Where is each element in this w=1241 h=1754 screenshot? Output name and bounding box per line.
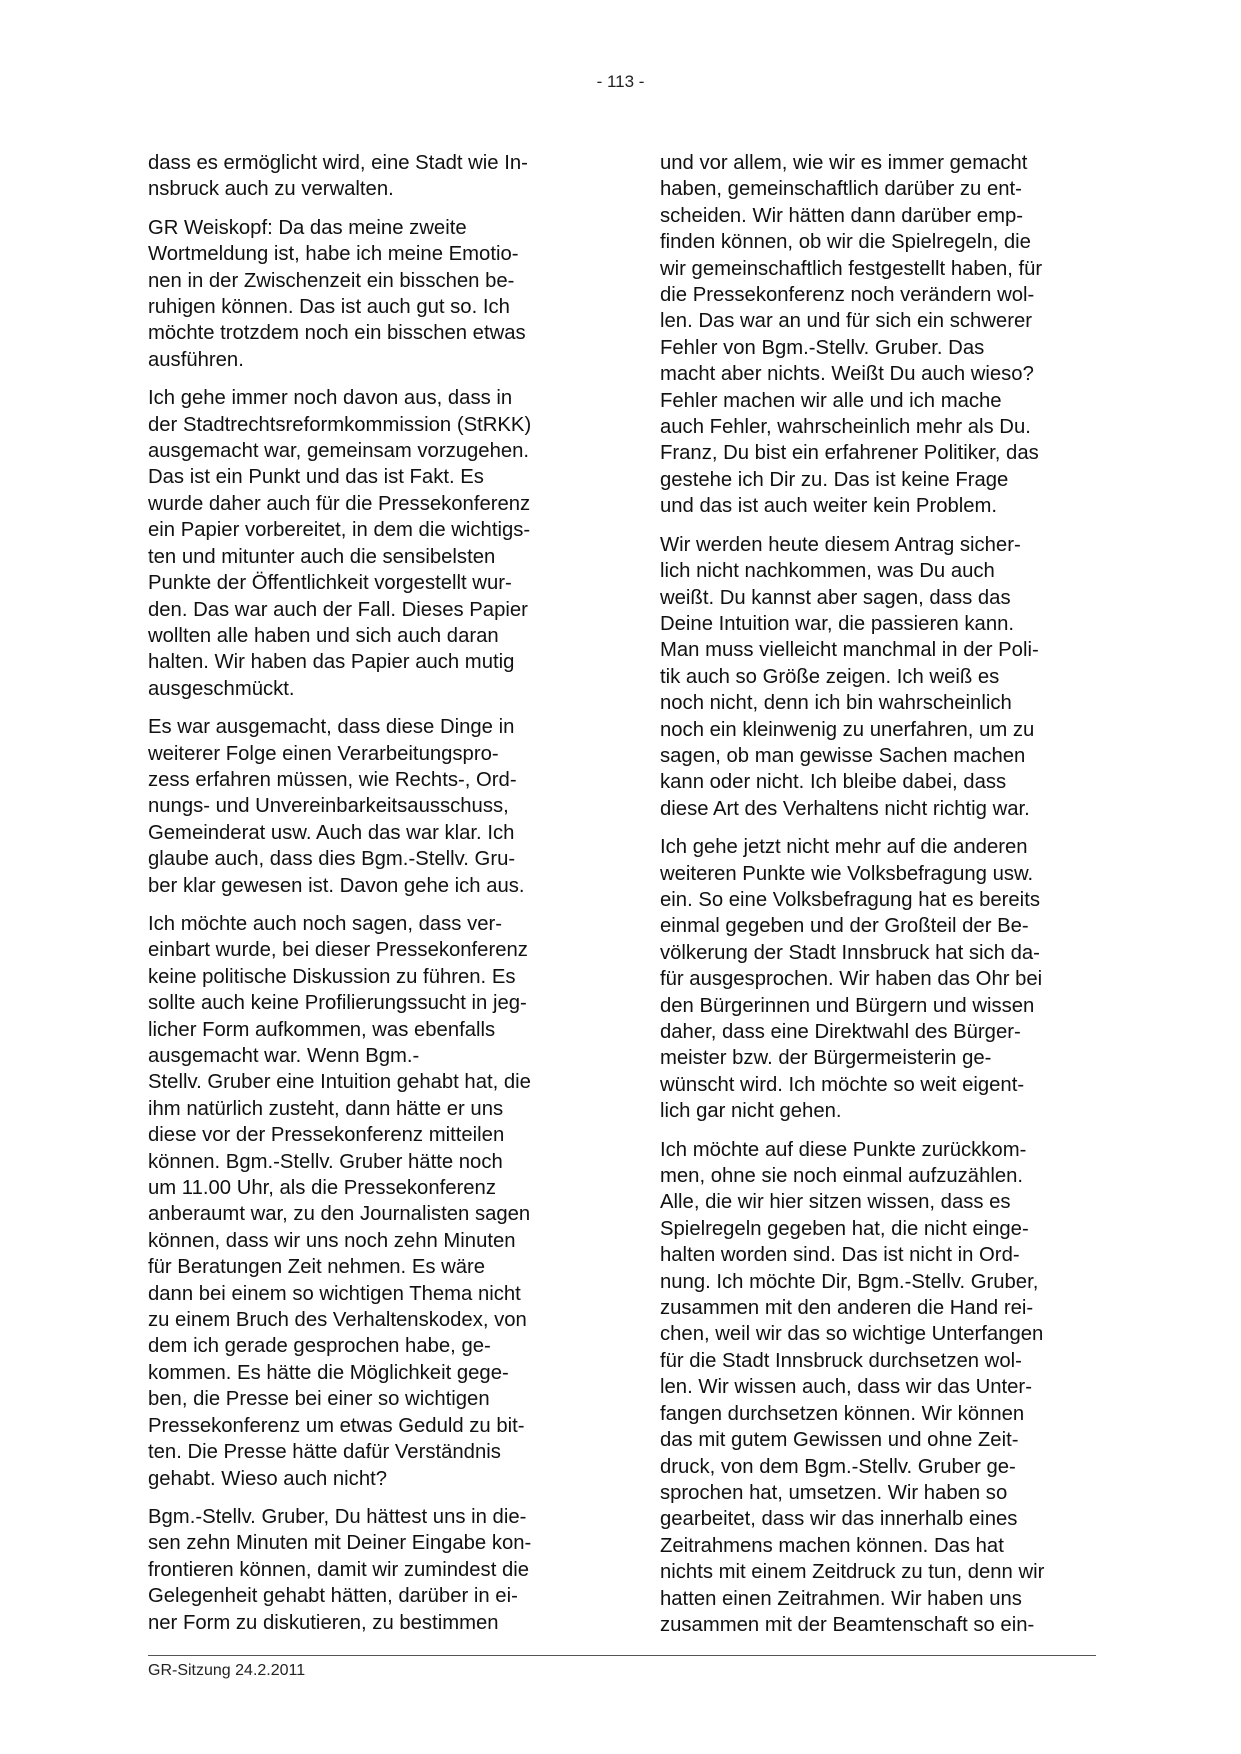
text-line: keine politische Diskussion zu führen. Es (148, 965, 516, 988)
text-line: diese vor der Pressekonferenz mitteilen (148, 1124, 505, 1147)
text-line: sprochen hat, umsetzen. Wir haben so (660, 1481, 1008, 1504)
text-line: chen, weil wir das so wichtige Unterfangen (660, 1323, 1044, 1346)
text-line: die Pressekonferenz noch verändern wol- (660, 284, 1035, 307)
text-line: für die Stadt Innsbruck durchsetzen wol- (660, 1349, 1022, 1372)
text-line: GR Weiskopf: Da das meine zweite (148, 216, 467, 239)
text-line: und das ist auch weiter kein Problem. (660, 495, 998, 518)
text-line: Fehler von Bgm.-Stellv. Gruber. Das (660, 336, 985, 359)
text-line: macht aber nichts. Weißt Du auch wieso? (660, 363, 1034, 386)
paragraph (148, 150, 584, 203)
text-line: Stellv. Gruber eine Intuition gehabt hat, die (148, 1071, 531, 1094)
paragraph (148, 385, 584, 702)
paragraph (660, 834, 1096, 1124)
text-line: frontieren können, damit wir zumindest die (148, 1558, 530, 1581)
text-line: Bgm.-Stellv. Gruber, Du hättest uns in die- (148, 1505, 527, 1528)
text-line: ein Papier vorbereitet, in dem die wichtigs- (148, 519, 531, 542)
text-line: gehabt. Wieso auch nicht? (148, 1467, 388, 1490)
text-line: ausführen. (148, 348, 244, 371)
text-line: dann bei einem so wichtigen Thema nicht (148, 1282, 521, 1305)
text-line: halten worden sind. Das ist nicht in Ord- (660, 1244, 1020, 1267)
text-line: hatten einen Zeitrahmen. Wir haben uns (660, 1587, 1022, 1610)
text-line: lich nicht nachkommen, was Du auch (660, 560, 995, 583)
text-line: nen in der Zwischenzeit ein bisschen be- (148, 269, 515, 292)
text-line: der Stadtrechtsreformkommission (StRKK) (148, 413, 532, 436)
text-line: nsbruck auch zu verwalten. (148, 178, 394, 201)
text-line: Gelegenheit gehabt hätten, darüber in ei- (148, 1585, 518, 1608)
text-line: druck, von dem Bgm.-Stellv. Gruber ge- (660, 1455, 1016, 1478)
right-column (660, 150, 1096, 1650)
text-line: sollte auch keine Profilierungssucht in jeg- (148, 992, 527, 1015)
text-line: können, dass wir uns noch zehn Minuten (148, 1229, 516, 1252)
text-line: lich gar nicht gehen. (660, 1100, 842, 1123)
text-line: Pressekonferenz um etwas Geduld zu bit- (148, 1414, 525, 1437)
paragraph (660, 1137, 1096, 1639)
text-line: ein. So eine Volksbefragung hat es bereits (660, 888, 1040, 911)
text-line: sagen, ob man gewisse Sachen machen (660, 744, 1026, 767)
text-line: können. Bgm.-Stellv. Gruber hätte noch (148, 1150, 503, 1173)
text-line: für Beratungen Zeit nehmen. Es wäre (148, 1256, 486, 1279)
text-line: Ich möchte auch noch sagen, dass ver- (148, 912, 502, 935)
text-line: ben, die Presse bei einer so wichtigen (148, 1388, 490, 1411)
text-line: Wir werden heute diesem Antrag sicher- (660, 533, 1021, 556)
text-line: zess erfahren müssen, wie Rechts-, Ord- (148, 768, 517, 791)
text-line: Man muss vielleicht manchmal in der Poli- (660, 639, 1039, 662)
text-line: ten. Die Presse hätte dafür Verständnis (148, 1441, 501, 1464)
text-line: gestehe ich Dir zu. Das ist keine Frage (660, 468, 1009, 491)
text-line: Ich gehe immer noch davon aus, dass in (148, 387, 513, 410)
text-line: haben, gemeinschaftlich darüber zu ent- (660, 178, 1022, 201)
text-line: ber klar gewesen ist. Davon gehe ich aus. (148, 874, 525, 897)
paragraph (660, 532, 1096, 822)
text-line: ihm natürlich zusteht, dann hätte er uns (148, 1097, 504, 1120)
text-line: kommen. Es hätte die Möglichkeit gege- (148, 1361, 509, 1384)
text-line: diese Art des Verhaltens nicht richtig war. (660, 797, 1030, 820)
text-line: das mit gutem Gewissen und ohne Zeit- (660, 1429, 1019, 1452)
text-line: nichts mit einem Zeitdruck zu tun, denn wir (660, 1561, 1045, 1584)
text-line: Alle, die wir hier sitzen wissen, dass es (660, 1191, 1011, 1214)
text-line: Ich gehe jetzt nicht mehr auf die anderen (660, 836, 1028, 859)
text-line: noch ein kleinwenig zu unerfahren, um zu (660, 718, 1035, 741)
text-line: für ausgesprochen. Wir haben das Ohr bei (660, 968, 1043, 991)
text-line: einmal gegeben und der Großteil der Be- (660, 915, 1029, 938)
text-line: ausgeschmückt. (148, 677, 295, 700)
text-line: Ich möchte auf diese Punkte zurückkom- (660, 1138, 1027, 1161)
text-line: weiteren Punkte wie Volksbefragung usw. (660, 862, 1034, 885)
text-line: noch nicht, denn ich bin wahrscheinlich (660, 692, 1012, 715)
text-line: Spielregeln gegeben hat, die nicht einge- (660, 1217, 1029, 1240)
text-line: kann oder nicht. Ich bleibe dabei, dass (660, 771, 1007, 794)
page-number: - 113 - (596, 72, 645, 91)
footer-divider (148, 1655, 1096, 1656)
text-line: licher Form aufkommen, was ebenfalls (148, 1018, 496, 1041)
text-line: scheiden. Wir hätten dann darüber emp- (660, 204, 1024, 227)
text-line: Es war ausgemacht, dass diese Dinge in (148, 716, 515, 739)
text-line: Punkte der Öffentlichkeit vorgestellt wur- (148, 572, 512, 595)
text-line: wir gemeinschaftlich festgestellt haben, für (660, 257, 1043, 280)
text-line: dass es ermöglicht wird, eine Stadt wie In- (148, 152, 528, 174)
text-line: meister bzw. der Bürgermeisterin ge- (660, 1047, 992, 1070)
text-line: zusammen mit der Beamtenschaft so ein- (660, 1613, 1035, 1636)
text-line: und vor allem, wie wir es immer gemacht (660, 152, 1028, 174)
text-line: wurde daher auch für die Pressekonferenz (148, 492, 531, 515)
text-line: einbart wurde, bei dieser Pressekonferenz (148, 939, 528, 962)
text-line: len. Wir wissen auch, dass wir das Unter- (660, 1376, 1032, 1399)
paragraph (148, 911, 584, 1492)
text-line: ten und mitunter auch die sensibelsten (148, 545, 496, 568)
text-line: Zeitrahmens machen können. Das hat (660, 1534, 1004, 1557)
paragraph (660, 150, 1096, 520)
text-line: anberaumt war, zu den Journalisten sagen (148, 1203, 531, 1226)
text-line: Gemeinderat usw. Auch das war klar. Ich (148, 821, 515, 844)
text-line: wollten alle haben und sich auch daran (148, 624, 499, 647)
text-line: zu einem Bruch des Verhaltenskodex, von (148, 1309, 527, 1332)
text-line: dem ich gerade gesprochen habe, ge- (148, 1335, 491, 1358)
paragraph (148, 215, 584, 373)
text-line: len. Das war an und für sich ein schwerer (660, 310, 1032, 333)
text-line: den. Das war auch der Fall. Dieses Papier (148, 598, 528, 621)
text-line: sen zehn Minuten mit Deiner Eingabe kon- (148, 1532, 532, 1555)
text-line: ner Form zu diskutieren, zu bestimmen (148, 1611, 499, 1634)
text-line: men, ohne sie noch einmal aufzuzählen. (660, 1165, 1024, 1188)
text-line: finden können, ob wir die Spielregeln, die (660, 231, 1031, 254)
text-line: weißt. Du kannst aber sagen, dass das (660, 586, 1011, 609)
text-line: halten. Wir haben das Papier auch mutig (148, 651, 515, 674)
text-line: fangen durchsetzen können. Wir können (660, 1402, 1025, 1425)
text-line: glaube auch, dass dies Bgm.-Stellv. Gru- (148, 848, 516, 871)
text-line: zusammen mit den anderen die Hand rei- (660, 1297, 1034, 1320)
text-line: Franz, Du bist ein erfahrener Politiker, das (660, 442, 1039, 465)
text-line: völkerung der Stadt Innsbruck hat sich da- (660, 941, 1040, 964)
text-line: wünscht wird. Ich möchte so weit eigent- (660, 1073, 1025, 1096)
text-line: Deine Intuition war, die passieren kann. (660, 612, 1015, 635)
text-line: den Bürgerinnen und Bürgern und wissen (660, 994, 1035, 1017)
paragraph (148, 1504, 584, 1636)
text-line: ausgemacht war. Wenn Bgm.- (148, 1045, 420, 1067)
text-line: Das ist ein Punkt und das ist Fakt. Es (148, 466, 484, 489)
text-line: nung. Ich möchte Dir, Bgm.-Stellv. Gruber, (660, 1270, 1039, 1293)
text-line: ausgemacht war, gemeinsam vorzugehen. (148, 440, 530, 463)
footer-session-date: GR-Sitzung 24.2.2011 (148, 1662, 306, 1679)
text-line: weiterer Folge einen Verarbeitungspro- (148, 742, 499, 765)
paragraph (148, 714, 584, 899)
text-line: tik auch so Größe zeigen. Ich weiß es (660, 665, 1000, 688)
text-line: möchte trotzdem noch ein bisschen etwas (148, 322, 526, 345)
text-line: auch Fehler, wahrscheinlich mehr als Du. (660, 416, 1031, 439)
text-line: um 11.00 Uhr, als die Pressekonferenz (148, 1177, 496, 1200)
text-line: ruhigen können. Das ist auch gut so. Ich (148, 296, 510, 319)
text-line: Wortmeldung ist, habe ich meine Emotio- (148, 243, 519, 266)
left-column (148, 150, 584, 1648)
text-line: daher, dass eine Direktwahl des Bürger- (660, 1021, 1021, 1043)
text-line: nungs- und Unvereinbarkeitsausschuss, (148, 795, 509, 818)
text-line: Fehler machen wir alle und ich mache (660, 389, 1002, 412)
text-line: gearbeitet, dass wir das innerhalb eines (660, 1508, 1018, 1531)
